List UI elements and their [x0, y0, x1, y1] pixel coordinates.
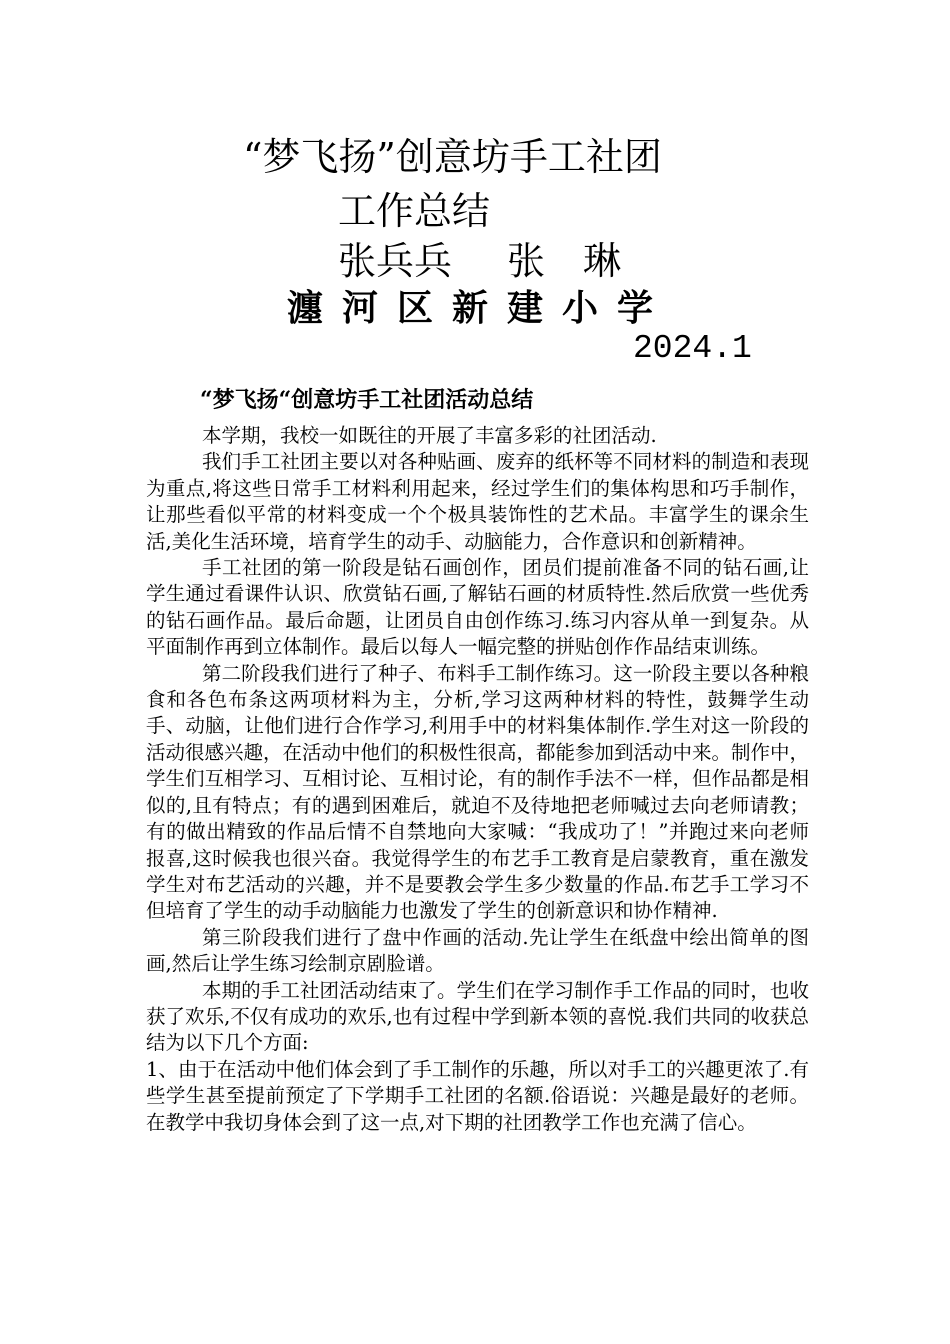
paragraph: 我们手工社团主要以对各种贴画、废弃的纸杯等不同材料的制造和表现为重点,将这些日常手工材料利用起来，经过学生们的集体构思和巧手制作，让那些看似平常的材料变成一个个极具装饰性的艺术品。丰富学生的课余生活,美化生活环境，培育学生的动手、动脑能力，合作意识和创新精神。	[146, 450, 809, 553]
author-name-part: 张	[507, 239, 546, 283]
author-name-part: 琳	[583, 239, 622, 283]
paragraph: 第三阶段我们进行了盘中作画的活动.先让学生在纸盘中绘出简单的图画,然后让学生练习绘制京剧脸谱。	[146, 925, 809, 976]
author-name: 张兵兵	[338, 239, 453, 283]
school-name: 瀍河区新建小学	[287, 287, 673, 329]
cover-title-line2: 工作总结	[338, 189, 491, 233]
cover-title-line1: “梦飞扬”创意坊手工社团	[243, 135, 662, 179]
paragraph: 第二阶段我们进行了种子、布料手工制作练习。这一阶段主要以各种粮食和各色布条这两项材料为主，分析,学习这两种材料的特性，鼓舞学生动手、动脑，让他们进行合作学习,利用手中的材料集体制作.学生对这一阶段的活动很感兴趣，在活动中他们的积极性很高，都能参加到活动中来。制作中，学生们互相学习、互相讨论、互相讨论，有的制作手法不一样，但作品都是相似的,且有特点；有的遇到困难后，就迫不及待地把老师喊过去向老师请教；有的做出精致的作品后情不自禁地向大家喊：“我成功了！”并跑过来向老师报喜,这时候我也很兴奋。我觉得学生的布艺手工教育是启蒙教育，重在激发学生对布艺活动的兴趣，并不是要教会学生多少数量的作品.布艺手工学习不但培育了学生的动手动脑能力也激发了学生的创新意识和协作精神.	[146, 661, 810, 923]
paragraph: 本学期，我校一如既往的开展了丰富多彩的社团活动.	[202, 424, 657, 447]
paragraph: 1、由于在活动中他们体会到了手工制作的乐趣，所以对手工的兴趣更浓了.有些学生甚至提前预定了下学期手工社团的名额.俗语说：兴趣是最好的老师。在教学中我切身体会到了这一点,对下期的社团教学工作也充满了信心。	[146, 1057, 809, 1134]
summary-title: “梦飞扬“创意坊手工社团活动总结	[200, 387, 534, 413]
cover-authors	[338, 230, 621, 285]
report-date: 2024.1	[633, 330, 752, 367]
paragraph: 本期的手工社团活动结束了。学生们在学习制作手工作品的同时，也收获了欢乐,不仅有成功的欢乐,也有过程中学到新本领的喜悦.我们共同的收获总结为以下几个方面:	[146, 978, 809, 1055]
summary-body	[146, 423, 809, 1136]
paragraph: 手工社团的第一阶段是钻石画创作，团员们提前准备不同的钻石画,让学生通过看课件认识、欣赏钻石画,了解钻石画的材质特性.然后欣赏一些优秀的钻石画作品。最后命题，让团员自由创作练习.练习内容从单一到复杂。从平面制作再到立体制作。最后以每人一幅完整的拼贴创作作品结束训练。	[146, 556, 809, 659]
